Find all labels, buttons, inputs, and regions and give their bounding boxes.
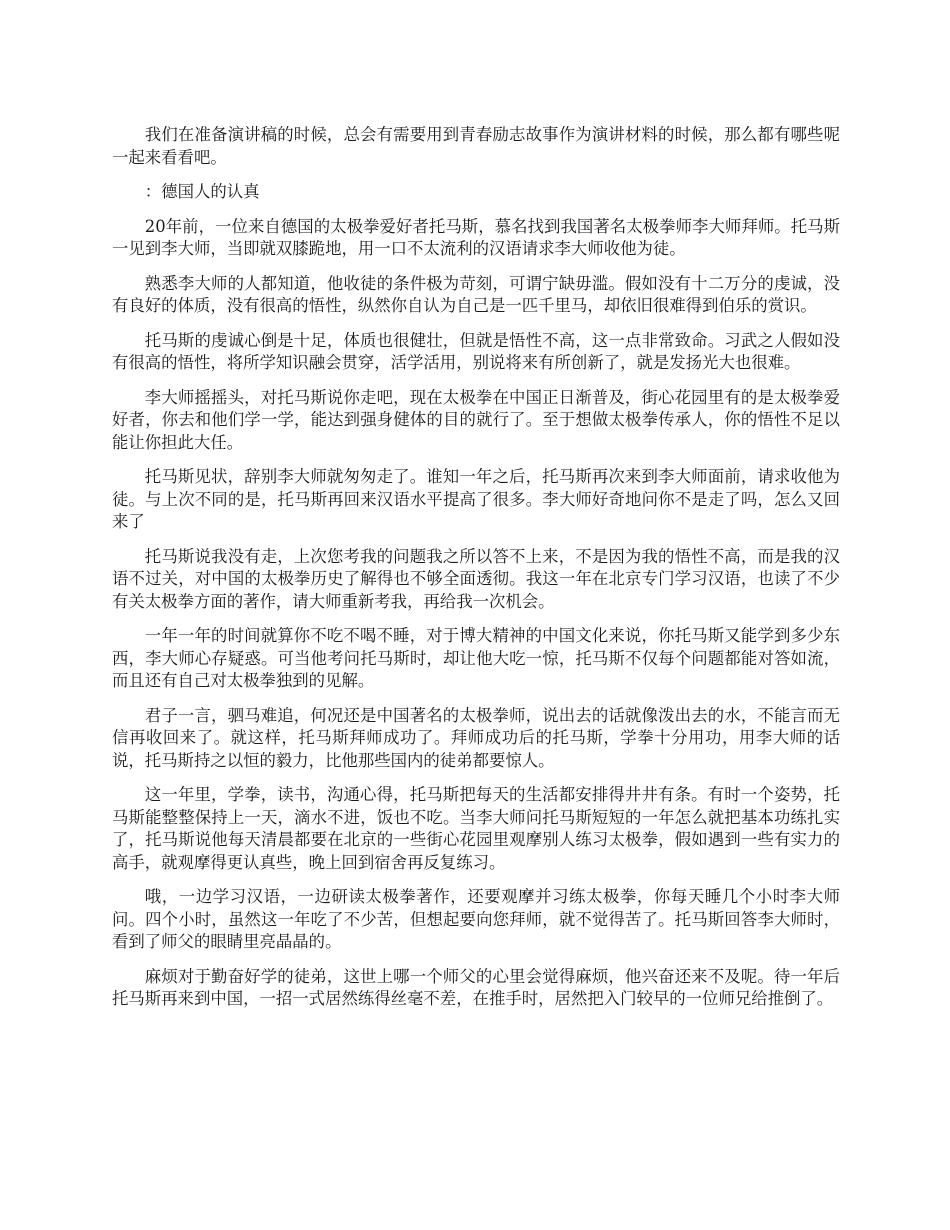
paragraph-intro: 我们在准备演讲稿的时候，总会有需要用到青春励志故事作为演讲材料的时候，那么都有哪些呢一起来看看吧。 bbox=[112, 125, 840, 167]
paragraph: 托马斯的虔诚心倒是十足，体质也很健壮，但就是悟性不高，这一点非常致命。习武之人假如没有很高的悟性，将所学知识融会贯穿，活学活用，别说将来有所创新了，就是发扬光大也很难。 bbox=[112, 330, 840, 372]
paragraph: 李大师摇摇头，对托马斯说你走吧，现在太极拳在中国正日渐普及，街心花园里有的是太极拳爱好者，你去和他们学一学，能达到强身健体的目的就行了。至于想做太极拳传承人，你的悟性不足以能让你担此大任。 bbox=[112, 387, 840, 452]
paragraph: 托马斯见状，辞别李大师就匆匆走了。谁知一年之后，托马斯再次来到李大师面前，请求收他为徒。与上次不同的是，托马斯再回来汉语水平提高了很多。李大师好奇地问你不是走了吗，怎么又回来了 bbox=[112, 467, 840, 531]
paragraph: 一年一年的时间就算你不吃不喝不睡，对于博大精神的中国文化来说，你托马斯又能学到多少东西，李大师心存疑惑。可当他考问托马斯时，却让他大吃一惊，托马斯不仅每个问题都能对答如流，而且还有自己对太极拳独到的见解。 bbox=[112, 626, 840, 690]
paragraph-story-title: ：德国人的认真 bbox=[144, 182, 260, 201]
paragraph: 熟悉李大师的人都知道，他收徒的条件极为苛刻，可谓宁缺毋滥。假如没有十二万分的虔诚，没有良好的体质，没有很高的悟性，纵然你自认为自己是一匹千里马，却依旧很难得到伯乐的赏识。 bbox=[112, 273, 840, 315]
paragraph: 这一年里，学拳，读书，沟通心得，托马斯把每天的生活都安排得井井有条。有时一个姿势，托马斯能整整保持上一天，滴水不进，饭也不吃。当李大师问托马斯短短的一年怎么就把基本功练扎实了，托马斯说他每天清晨都要在北京的一些街心花园里观摩别人练习太极拳，假如遇到一些有实力的高手，就观摩得更认真些，晚上回到宿舍再反复练习。 bbox=[112, 785, 840, 872]
paragraph: 君子一言，驷马难追，何况还是中国著名的太极拳师，说出去的话就像泼出去的水，不能言而无信再收回来了。就这样，托马斯拜师成功了。拜师成功后的托马斯，学拳十分用功，用李大师的话说，托马斯持之以恒的毅力，比他那些国内的徒弟都要惊人。 bbox=[112, 705, 840, 770]
paragraph: 哦，一边学习汉语，一边研读太极拳著作，还要观摩并习练太极拳，你每天睡几个小时李大师问。四个小时，虽然这一年吃了不少苦，但想起要向您拜师，就不觉得苦了。托马斯回答李大师时，看到了师父的眼睛里亮晶晶的。 bbox=[112, 887, 840, 951]
paragraph: 托马斯说我没有走，上次您考我的问题我之所以答不上来，不是因为我的悟性不高，而是我的汉语不过关，对中国的太极拳历史了解得也不够全面透彻。我这一年在北京专门学习汉语，也读了不少有关太极拳方面的著作，请大师重新考我，再给我一次机会。 bbox=[112, 546, 840, 611]
paragraph: 20年前，一位来自德国的太极拳爱好者托马斯，慕名找到我国著名太极拳师李大师拜师。托马斯一见到李大师，当即就双膝跪地，用一口不太流利的汉语请求李大师收他为徒。 bbox=[112, 216, 840, 258]
document-body bbox=[112, 124, 840, 1023]
paragraph: 麻烦对于勤奋好学的徒弟，这世上哪一个师父的心里会觉得麻烦，他兴奋还来不及呢。待一年后托马斯再来到中国，一招一式居然练得丝毫不差，在推手时，居然把入门较早的一位师兄给推倒了。 bbox=[112, 966, 840, 1008]
